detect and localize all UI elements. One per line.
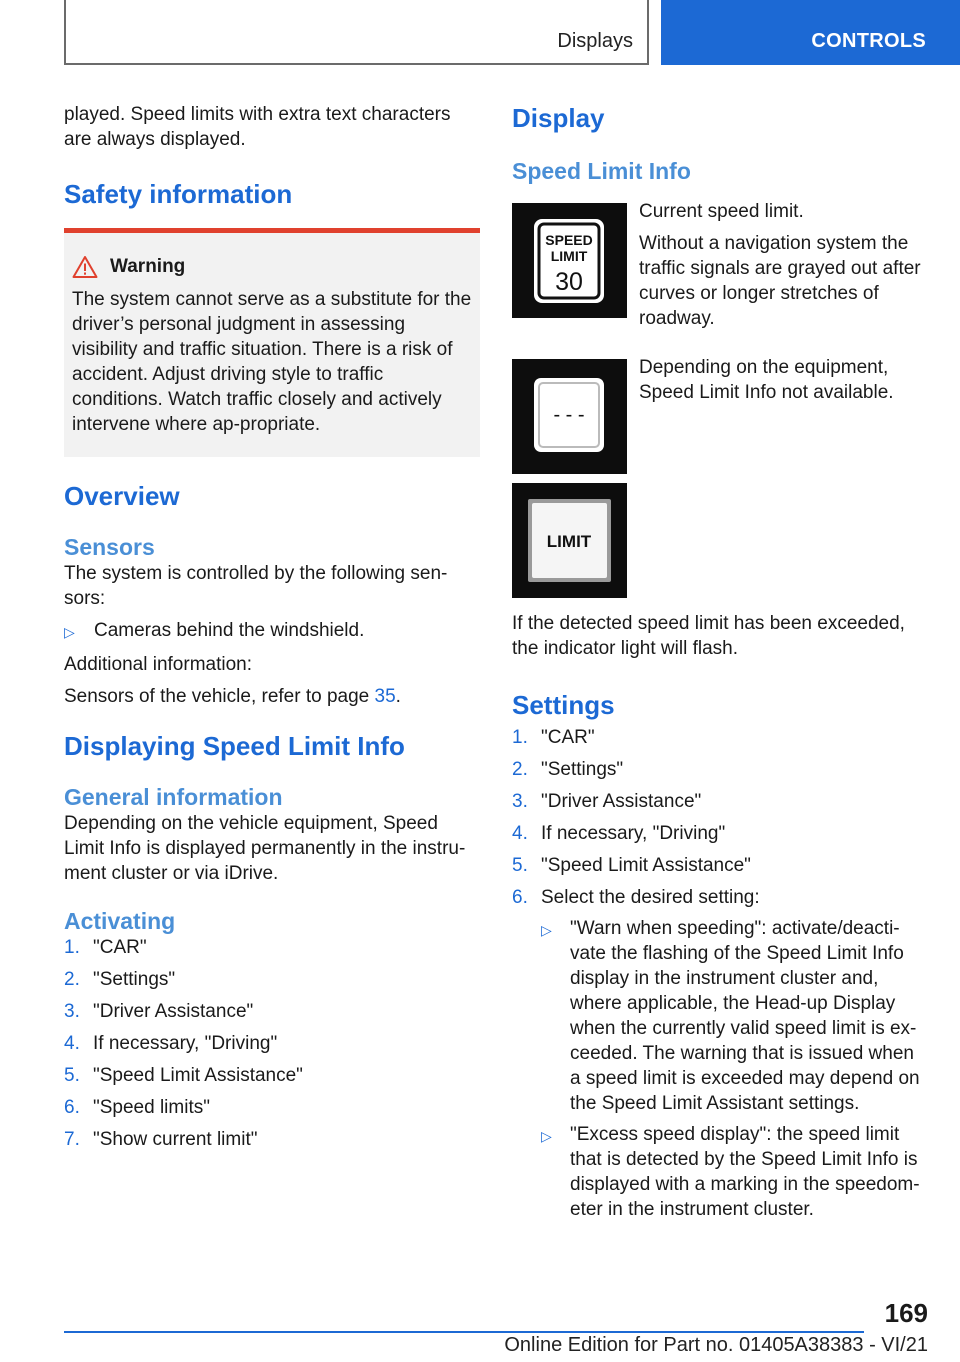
limit-label: LIMIT (546, 532, 592, 551)
header-section-title: Displays (557, 30, 633, 52)
settings-steps (512, 725, 928, 1228)
list-item: 1. "CAR" (512, 727, 595, 748)
triangle-right-icon: ▷ (64, 624, 75, 640)
sub-bullet-item: ▷ "Excess speed display": the speed limit that is detected by the Speed Limit Info is displayed with a marking in the speedom-eter in the instrument cluster. (541, 1124, 920, 1220)
displaying-heading: Displaying Speed Limit Info (64, 731, 405, 761)
limit-indicator-icon (512, 483, 627, 598)
sensors-ref-page-link[interactable]: 35 (374, 686, 396, 707)
sign-dashes: - - - (553, 404, 585, 426)
right-column-lower (512, 611, 928, 1235)
display-heading: Display (512, 103, 605, 133)
settings-sub-list (512, 910, 928, 1228)
sign-line-1: SPEED (545, 232, 593, 248)
sensors-heading: Sensors (64, 534, 155, 560)
footer-edition: Online Edition for Part no. 01405A38383 - VI/21 (504, 1334, 928, 1356)
speed-limit-unavailable-image (512, 359, 627, 474)
header-chapter-tab[interactable] (661, 0, 960, 65)
sub-bullet-item: ▷ "Warn when speeding": activate/deacti-vate the flashing of the Speed Limit Info display in the instrument cluster and, where applicable, the Head-up Display when the currently valid speed limit is ex-ceeded. The warning that is issued when a speed limit is exceeded may depend on the Speed Limit Assistant settings. (541, 918, 920, 1114)
sensors-reference (64, 684, 480, 709)
speed-limit-info-heading: Speed Limit Info (512, 158, 691, 184)
general-info-text: Depending on the vehicle equipment, Speed Limit Info is displayed permanently in the instru-ment cluster or via iDrive. (64, 813, 466, 884)
warning-title: Warning (110, 256, 186, 277)
limit-indicator-image (512, 483, 627, 598)
list-item: 4. If necessary, "Driving" (64, 1033, 278, 1054)
list-item: 1. "CAR" (64, 937, 147, 958)
intro-text: played. Speed limits with extra text characters are always displayed. (64, 104, 451, 150)
figure-2-caption (639, 355, 929, 412)
sensors-text: The system is controlled by the following sen-sors: (64, 563, 448, 609)
list-item: 6. Select the desired setting: ▷ "Warn when speeding": activate/deacti-vate the flashing of the Speed Limit Info display in the instrument cluster and, where applicable, the Head-up Display when the currently valid speed limit is ex-ceeded. The warning that is issued when a speed limit is exceeded may depend on the Speed Limit Assistant settings. ▷ "Excess speed display": the speed limit that is detected by the Speed Limit Info is displayed with a marking in the speedom-eter in the instrument cluster. (512, 885, 928, 1228)
list-item: 2. "Settings" (512, 759, 624, 780)
list-item: 7. "Show current limit" (64, 1129, 258, 1150)
safety-heading: Safety information (64, 179, 293, 209)
page-number: 169 (884, 1298, 928, 1328)
settings-heading: Settings (512, 690, 615, 720)
list-item: 5. "Speed Limit Assistance" (512, 855, 751, 876)
list-item: 4. If necessary, "Driving" (512, 823, 726, 844)
activating-heading: Activating (64, 908, 176, 934)
sensors-bullet (64, 618, 480, 645)
list-item: 3. "Driver Assistance" (64, 1001, 254, 1022)
header-section-box (64, 0, 649, 65)
sensors-bullet-text: Cameras behind the windshield. (94, 620, 365, 641)
current-limit-text: Current speed limit. (639, 201, 804, 222)
speed-limit-30-image (512, 203, 627, 318)
speed-limit-sign-icon (512, 203, 627, 318)
without-nav-text: Without a navigation system the traffic signals are grayed out after curves or longer stretches of roadway. (639, 233, 921, 329)
footer-divider (64, 1331, 864, 1333)
list-item: 5. "Speed Limit Assistance" (64, 1065, 303, 1086)
sign-value: 30 (555, 268, 583, 296)
triangle-right-icon: ▷ (541, 922, 552, 938)
warning-triangle-icon (72, 255, 98, 279)
list-item: 3. "Driver Assistance" (512, 791, 702, 812)
additional-info-label: Additional information: (64, 654, 252, 675)
list-item: 2. "Settings" (64, 969, 176, 990)
warning-title-row (72, 255, 474, 279)
overview-heading: Overview (64, 481, 180, 511)
exceeded-text: If the detected speed limit has been exceeded, the indicator light will flash. (512, 613, 905, 659)
depending-text: Depending on the equipment, Speed Limit Info not available. (639, 357, 894, 403)
sensors-ref-prefix: Sensors of the vehicle, refer to page (64, 686, 375, 707)
sensors-ref-suffix: . (395, 686, 401, 707)
figure-1-caption (639, 199, 929, 338)
list-item: 6. "Speed limits" (64, 1097, 210, 1118)
no-speed-limit-sign-icon (512, 359, 627, 474)
header-chapter-title: CONTROLS (811, 30, 926, 52)
warning-box (64, 228, 480, 457)
general-info-heading: General information (64, 784, 283, 810)
activating-steps (64, 935, 480, 1152)
left-column (64, 102, 480, 1159)
warning-text: The system cannot serve as a substitute for the driver’s personal judgment in assessing visibility and traffic situation. There is a risk of accident. Adjust driving style to traffic conditions. Watch traffic closely and actively intervene where ap-propriate. (72, 289, 472, 435)
sign-line-2: LIMIT (550, 248, 588, 264)
triangle-right-icon: ▷ (541, 1128, 552, 1144)
